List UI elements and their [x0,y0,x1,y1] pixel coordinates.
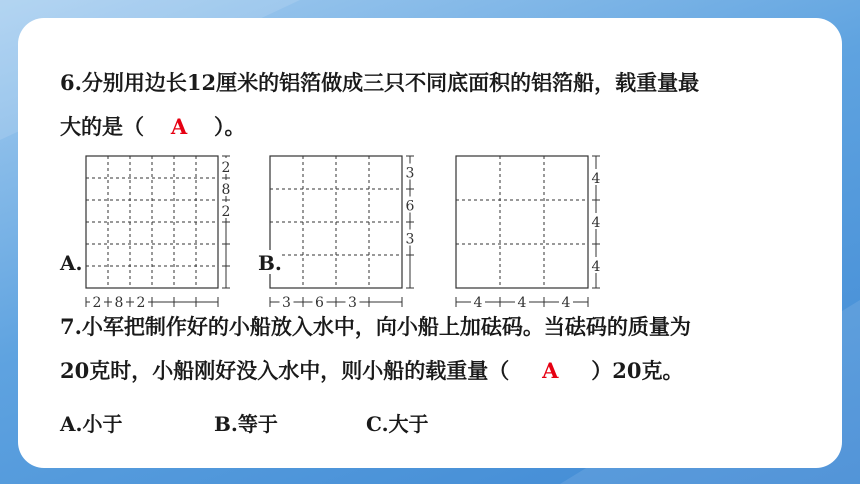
figure-c-bottom-label: 4 [561,295,571,311]
option-b: B.等于 [214,412,278,436]
question-6-suffix: ）。 [214,114,246,139]
figure-b-label: B. [258,251,282,275]
question-6-answer: A [170,114,188,139]
option-a: A.小于 [60,412,123,436]
figure-a-bottom-label: 2 [136,295,146,311]
figure-b-bottom-label: 6 [315,295,324,311]
question-7-line-2 [60,352,683,390]
figure-b-side-label: 3 [405,165,415,182]
figure-a-bottom-label: 2 [92,295,102,311]
figure-b-bottom-label: 3 [348,295,357,311]
figure-c-side-label: 4 [591,215,601,231]
figure-a-side-label: 2 [221,204,231,220]
question-7-suffix: ）20克。 [591,358,684,383]
figure-c-side-label: 4 [591,171,601,187]
question-7-answer: A [542,358,559,383]
figure-a-label: A. [60,251,83,275]
figure-c-outline [456,156,588,288]
figure-a-bottom-label: 8 [114,295,124,311]
figure-b-bottom-label: 3 [282,295,291,311]
figure-c-bottom-label: 4 [473,295,483,311]
figure-c-bottom-label: 4 [517,295,527,311]
question-7-line-1: 7.小军把制作好的小船放入水中，向小船上加砝码。当砝码的质量为 [60,314,691,339]
figure-a-side-label: 8 [221,182,231,198]
question-6-prefix: 大的是（ [60,114,144,139]
option-c: C.大于 [366,412,429,436]
question-7-prefix: 20克时，小船刚好没入水中，则小船的载重量（ [60,358,510,383]
figure-b-side-label: 3 [405,231,415,248]
figure-c-side-label: 4 [591,259,601,275]
question-6-line-1: 6.分别用边长12厘米的铝箔做成三只不同底面积的铝箔船，载重量最 [60,70,700,95]
figure-a-side-label: 2 [221,160,231,176]
figure-b-side-label: 6 [405,198,415,215]
